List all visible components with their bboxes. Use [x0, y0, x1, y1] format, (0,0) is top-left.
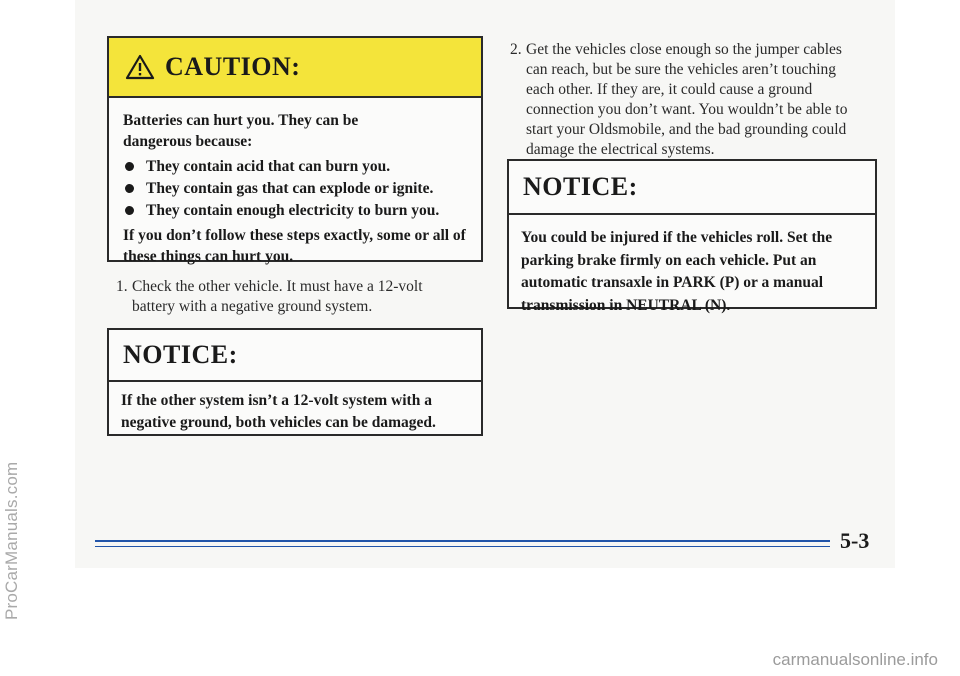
notice-1-title: NOTICE: [123, 340, 238, 369]
notice-box-2 [507, 159, 877, 314]
footer-rule-thick [95, 540, 830, 542]
bottom-watermark: carmanualsonline.info [772, 650, 938, 669]
notice-box-1 [107, 328, 483, 436]
warning-triangle-icon [125, 54, 155, 80]
notice-2-title: NOTICE: [523, 172, 638, 201]
step-1-number: 1. [116, 278, 128, 295]
footer-rule-thin [95, 546, 830, 547]
bullet-icon [125, 184, 134, 193]
list-item: They contain gas that can explode or ignite. [123, 178, 467, 199]
bullet-icon [125, 162, 134, 171]
notice-1-text: If the other system isn’t a 12-volt system with a negative ground, both vehicles can be damaged. [121, 392, 436, 431]
caution-bullet-list [123, 156, 467, 221]
caution-title: CAUTION: [165, 52, 301, 81]
caution-header [109, 38, 481, 98]
step-1-text: Check the other vehicle. It must have a 12-volt battery with a negative ground system. [132, 278, 423, 315]
caution-intro: Batteries can hurt you. They can be dangerous because: [123, 112, 359, 150]
caution-body [109, 98, 481, 267]
step-1 [116, 277, 452, 317]
notice-2-text: You could be injured if the vehicles roll. Set the parking brake firmly on each vehicle. Put an automatic transaxle in PARK (P) or a manual transmission in NEUTRAL (N). [521, 229, 833, 314]
notice-1-header [109, 330, 481, 382]
step-2-number: 2. [510, 41, 522, 58]
list-item: They contain enough electricity to burn you. [123, 200, 467, 221]
step-2-text: Get the vehicles close enough so the jumper cables can reach, but be sure the vehicles aren’t touching each other. If they are, it could cause a ground connection you don’t want. You wouldn’t be able to start your Oldsmobile, and the bad grounding could damage the electrical systems. [526, 41, 848, 158]
bullet-icon [125, 206, 134, 215]
step-2 [510, 40, 866, 160]
caution-box [107, 36, 483, 265]
side-watermark: ProCarManuals.com [2, 461, 21, 620]
list-item: They contain acid that can burn you. [123, 156, 467, 177]
notice-2-header [509, 161, 875, 215]
caution-closing: If you don’t follow these steps exactly, some or all of these things can hurt you. [123, 227, 466, 265]
page-number: 5-3 [840, 528, 870, 553]
